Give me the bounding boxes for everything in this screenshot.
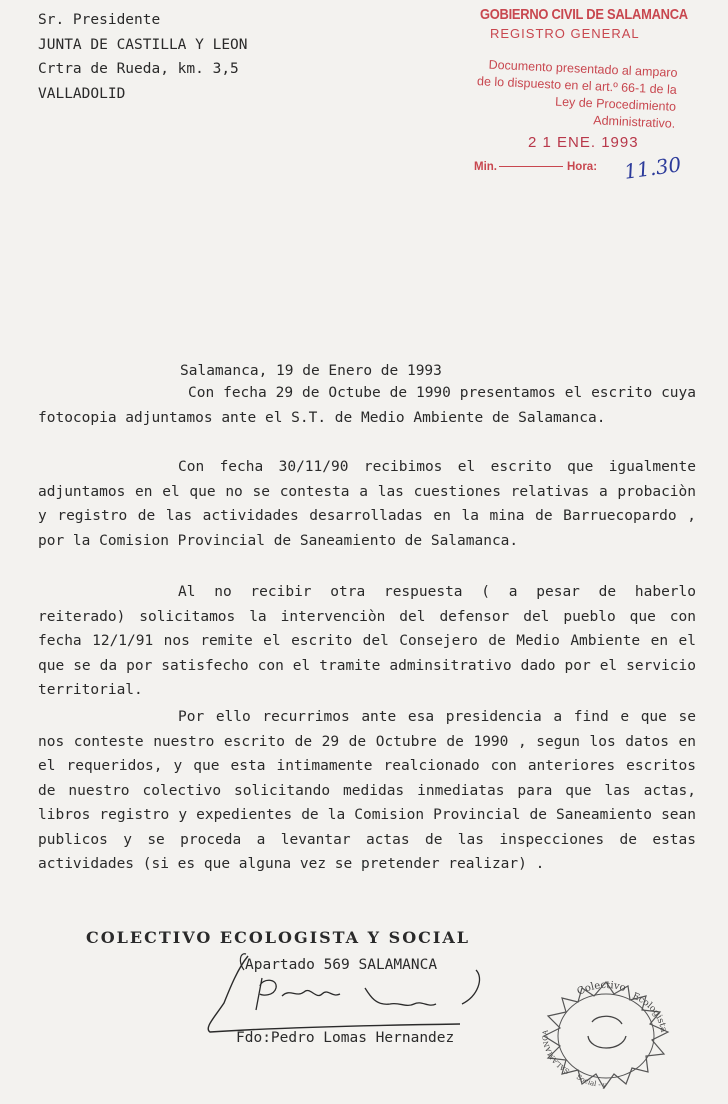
signatory-name: Fdo:Pedro Lomas Hernandez bbox=[236, 1030, 455, 1046]
stamp-blank-line bbox=[499, 166, 563, 167]
organization-address: Apartado 569 SALAMANCA bbox=[245, 957, 438, 973]
paragraph-3: Al no recibir otra respuesta ( a pesar de haberlo reiterado) solicitamos la intervenciòn del defensor del pueblo que con fecha 12/1/91 nos remite el escrito del Consejero de Medio Ambiente en el que se da por satisfecho con el tramite adminsitrativo dado por el servicio territorial. bbox=[38, 584, 696, 698]
paragraph-4: Por ello recurrimos ante esa presidencia a find e que se nos conteste nuestro escrito de 29 de Octubre de 1990 , segun los datos en el requeridos, y que esta intimamente realcionado con anteriores escritos de nuestro colectivo solicitando medidas inmediatas para que las actas, libros registro y expedientes de la Comision Provincial de Saneamiento sean publicos y se proceda a levantar actas de las inspecciones de estas actividades (si es que alguna vez se pretender realizar) . bbox=[38, 709, 696, 872]
paragraph-2: Con fecha 30/11/90 recibimos el escrito que igualmente adjuntamos en el que no se contesta a las cuestiones relativas a probaciòn y registro de las actividades desarrolladas en la mina de Barruecopardo , por la Comision Provincial de Saneamiento de Salamanca. bbox=[38, 459, 696, 549]
registry-stamp bbox=[468, 6, 688, 186]
addressee-block bbox=[38, 8, 248, 106]
seal-text-bottom: Social - y bbox=[574, 1072, 607, 1090]
seal-text-left: SALAMANCA bbox=[541, 1029, 572, 1076]
stamp-registry: REGISTRO GENERAL bbox=[490, 26, 640, 41]
letter-date: Salamanca, 19 de Enero de 1993 bbox=[180, 363, 442, 379]
addressee-city: VALLADOLID bbox=[38, 85, 126, 102]
stamp-office: GOBIERNO CIVIL DE SALAMANCA bbox=[480, 6, 688, 23]
stamp-note: Documento presentado al amparo de lo dispuesto en el art.º 66-1 de la Ley de Procedimiento Administrativo. bbox=[476, 57, 678, 131]
handwritten-time: 11.30 bbox=[622, 152, 683, 184]
addressee-street: Crtra de Rueda, km. 3,5 bbox=[38, 61, 239, 77]
stamp-date: 2 1 ENE. 1993 bbox=[528, 134, 639, 151]
stamp-hora-label: Hora: bbox=[567, 161, 598, 173]
addressee-title: Sr. Presidente bbox=[38, 12, 161, 28]
seal-text-right: Ecologista bbox=[630, 991, 669, 1034]
seal-text-top: Colectivo bbox=[575, 979, 628, 998]
organization-name: COLECTIVO ECOLOGISTA Y SOCIAL bbox=[86, 928, 471, 947]
paragraph-1: Con fecha 29 de Octube de 1990 presentamos el escrito cuya fotocopia adjuntamos ante el S.T. de Medio Ambiente de Salamanca. bbox=[38, 385, 696, 426]
stamp-time-row bbox=[474, 161, 597, 173]
organization-seal bbox=[536, 978, 676, 1093]
addressee-organization: JUNTA DE CASTILLA Y LEON bbox=[38, 36, 248, 53]
stamp-min-label: Min. bbox=[474, 161, 497, 173]
